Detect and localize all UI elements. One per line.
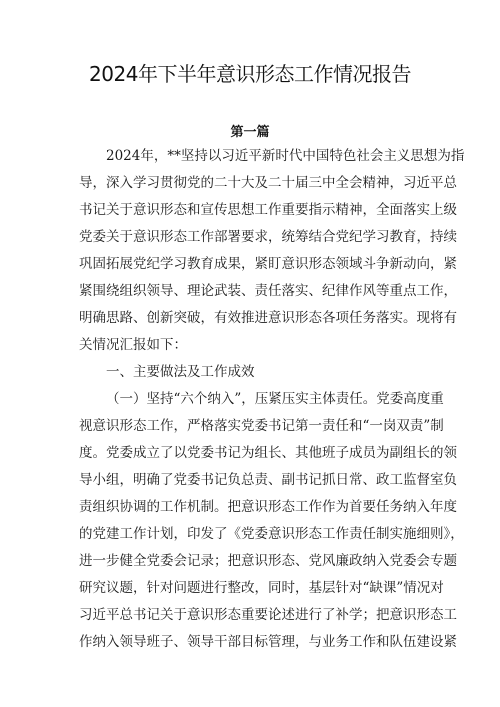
subheading-line: 一、主要做法及工作成效 xyxy=(106,364,255,380)
section-heading: 第一篇 xyxy=(230,125,270,140)
paragraph-line: 度。党委成立了以党委书记为组长、其他班子成员为副组长的领 xyxy=(79,445,457,461)
paragraph-line: （一）坚持“六个纳入”，压紧压实主体责任。党委高度重 xyxy=(106,391,444,407)
paragraph-line: 关情况汇报如下： xyxy=(79,337,187,353)
paragraph-line: 紧围绕组织领导、理论武装、责任落实、纪律作风等重点工作， xyxy=(79,283,457,299)
paragraph-line: 导小组，明确了党委书记负总责、副书记抓日常、政工监督室负 xyxy=(79,472,457,488)
paragraph-line: 视意识形态工作，严格落实党委书记第一责任和“一岗双责”制 xyxy=(79,418,444,434)
paragraph-line: 习近平总书记关于意识形态重要论述进行了补学；把意识形态工 xyxy=(79,607,457,623)
paragraph-line: 党委关于意识形态工作部署要求，统筹结合党纪学习教育，持续 xyxy=(79,229,457,245)
paragraph-line: 的党建工作计划，印发了《党委意识形态工作责任制实施细则》， xyxy=(79,526,464,542)
paragraph-line: 研究议题，针对问题进行整改，同时，基层针对“缺课”情况对 xyxy=(79,580,444,596)
document-body xyxy=(79,143,465,656)
paragraph-line: 2024年，**坚持以习近平新时代中国特色社会主义思想为指 xyxy=(106,148,465,164)
document-title: 2024年下半年意识形态工作情况报告 xyxy=(89,62,411,86)
paragraph-line: 责组织协调的工作机制。把意识形态工作作为首要任务纳入年度 xyxy=(79,499,457,515)
paragraph-line: 书记关于意识形态和宣传思想工作重要指示精神，全面落实上级 xyxy=(79,202,457,218)
paragraph-line: 作纳入领导班子、领导干部目标管理，与业务工作和队伍建设紧 xyxy=(79,634,457,650)
paragraph-line: 巩固拓展党纪学习教育成果，紧盯意识形态领域斗争新动向，紧 xyxy=(79,256,457,272)
paragraph-line: 进一步健全党委会记录；把意识形态、党风廉政纳入党委会专题 xyxy=(79,553,457,569)
paragraph-line: 明确思路、创新突破，有效推进意识形态各项任务落实。现将有 xyxy=(79,310,457,326)
paragraph-line: 导，深入学习贯彻党的二十大及二十届三中全会精神，习近平总 xyxy=(79,175,457,191)
